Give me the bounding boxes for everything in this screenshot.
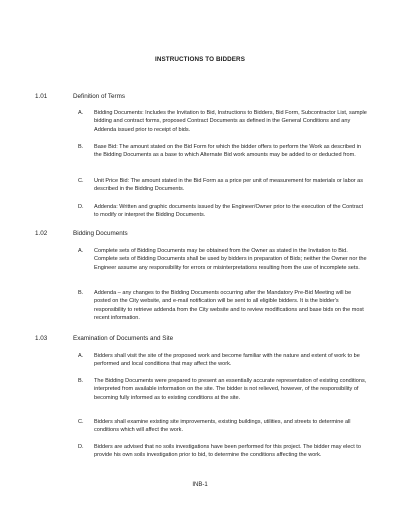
- section-number: 1.03: [35, 335, 48, 342]
- list-item-1-02-b: [78, 289, 368, 323]
- item-letter: A.: [78, 110, 84, 116]
- item-text: Bidders are advised that no soils investigations have been performed for this project. The bidder may elect to provide his own soils investigation prior to bid, to determine the conditions affecting the work.: [94, 444, 361, 459]
- item-text: Bidders shall visit the site of the proposed work and become familiar with the nature and extent of work to be performed and local conditions that may affect the work.: [94, 353, 360, 368]
- list-item-1-01-a: [78, 109, 368, 134]
- item-text: Base Bid: The amount stated on the Bid Form for which the bidder offers to perform the Work as described in the Bidding Documents as a base to which Alternate Bid work amounts may be added to or deducted from.: [94, 144, 362, 159]
- item-letter: A.: [78, 248, 84, 254]
- list-item-1-03-b: [78, 377, 368, 402]
- page-number: INB-1: [192, 482, 208, 488]
- item-letter: C.: [78, 178, 84, 184]
- item-text: Addenda – any changes to the Bidding Documents occurring after the Mandatory Pre-Bid Meeting will be posted on the City website, and e-mail notification will be sent to all eligible bidders. It is the bidder's responsibility to retrieve addenda from the City website and to review modifications and base bids on the most recent information.: [94, 290, 364, 322]
- item-text: Addenda: Written and graphic documents issued by the Engineer/Owner prior to the execution of the Contract to modify or interpret the Bidding Documents.: [94, 204, 364, 219]
- section-title: Definition of Terms: [73, 93, 126, 100]
- section-number: 1.02: [35, 230, 48, 237]
- item-letter: B.: [78, 378, 84, 384]
- item-letter: C.: [78, 419, 84, 425]
- item-text: Unit Price Bid: The amount stated in the Bid Form as a price per unit of measurement for materials or labor as described in the Bidding Documents.: [94, 178, 364, 193]
- list-item-1-03-a: [78, 352, 368, 369]
- section-heading-1-01: [35, 93, 125, 100]
- list-item-1-03-d: [78, 443, 368, 460]
- list-item-1-01-c: [78, 177, 368, 194]
- section-title: Bidding Documents: [73, 230, 128, 237]
- list-item-1-01-d: [78, 203, 368, 220]
- list-item-1-02-a: [78, 247, 368, 272]
- section-number: 1.01: [35, 93, 48, 100]
- item-letter: D.: [78, 444, 84, 450]
- list-item-1-01-b: [78, 143, 368, 160]
- item-letter: A.: [78, 353, 84, 359]
- section-heading-1-02: [35, 230, 128, 237]
- item-letter: B.: [78, 290, 84, 296]
- item-text: Bidding Documents: Includes the Invitation to Bid, Instructions to Bidders, Bid Form, Subcontractor List, sample bidding and contract forms, proposed Contract Documents as defined in the General Conditions and any Addenda issued prior to receipt of bids.: [94, 110, 367, 133]
- item-text: Complete sets of Bidding Documents may be obtained from the Owner as stated in the Invitation to Bid. Complete sets of Bidding Documents shall be used by bidders in preparation of Bids; neither the Owner nor the Engineer assume any responsibility for errors or misinterpretations resulting from the use of incomplete sets.: [94, 248, 367, 271]
- item-text: The Bidding Documents were prepared to present an essentially accurate representation of existing conditions, interpreted from available information on the site. The bidder is not relieved, however, of the responsibility of becoming fully informed as to existing conditions at the site.: [94, 378, 367, 401]
- item-letter: D.: [78, 204, 84, 210]
- section-heading-1-03: [35, 335, 173, 342]
- section-title: Examination of Documents and Site: [73, 335, 174, 342]
- item-letter: B.: [78, 144, 84, 150]
- list-item-1-03-c: [78, 418, 368, 435]
- item-text: Bidders shall examine existing site improvements, existing buildings, utilities, and streets to determine all conditions which will affect the work.: [94, 419, 351, 434]
- page-title: INSTRUCTIONS TO BIDDERS: [155, 56, 245, 63]
